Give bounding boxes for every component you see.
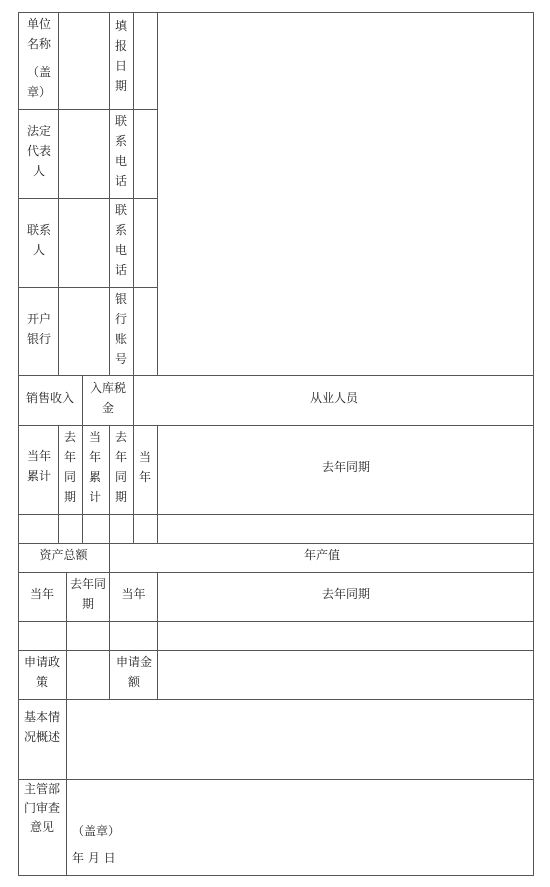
divider (18, 425, 534, 426)
sales-last-year-label: 去年同期 (63, 430, 76, 504)
divider (18, 109, 158, 110)
divider (18, 375, 534, 376)
emp-last-year-label: 去年同期 (321, 460, 370, 474)
annual-output-label: 年产值 (303, 548, 340, 562)
emp-current-label: 当年 (138, 450, 151, 484)
divider (66, 572, 67, 650)
fill-date-label: 填报日期 (114, 19, 127, 93)
dept-review-label: 主管部门审查意见 (24, 782, 61, 834)
contact-phone-label: 联系电话 (114, 114, 127, 188)
legal-rep-label: 法定代表人 (26, 124, 51, 178)
tax-last-year-label: 去年同期 (114, 430, 127, 504)
sales-current-cum-label: 当年累计 (26, 449, 51, 483)
divider (82, 375, 83, 425)
divider (66, 650, 67, 876)
bank-label: 开户银行 (26, 312, 51, 346)
seal-label: （盖章） (72, 824, 121, 838)
output-current-label: 当年 (121, 587, 146, 601)
contact-phone-label-2: 联系电话 (114, 203, 127, 277)
date-line: 年 月 日 (72, 851, 116, 865)
assets-current-label: 当年 (29, 587, 54, 601)
divider (18, 543, 534, 544)
divider (18, 699, 534, 700)
divider (18, 650, 534, 651)
total-assets-label: 资产总额 (39, 548, 88, 562)
output-last-year-label: 去年同期 (321, 587, 370, 601)
divider (133, 12, 134, 375)
divider (157, 425, 158, 543)
divider (18, 514, 534, 515)
divider (18, 198, 158, 199)
sales-income-label: 销售收入 (25, 391, 74, 405)
bank-account-label: 银行账号 (114, 292, 127, 366)
employees-label: 从业人员 (309, 391, 358, 405)
unit-seal-label: （盖章） (26, 65, 51, 99)
unit-name-label: 单位名称 (26, 17, 51, 51)
divider (58, 12, 59, 375)
basic-overview-label: 基本情况概述 (24, 710, 61, 744)
apply-policy-label: 申请政策 (24, 655, 61, 689)
divider (18, 621, 534, 622)
apply-amount-label: 申请金额 (116, 655, 153, 689)
divider (109, 12, 110, 375)
contact-person-label: 联系人 (26, 223, 51, 257)
divider (18, 572, 534, 573)
divider (18, 779, 534, 780)
divider (58, 425, 59, 543)
divider (18, 287, 158, 288)
divider (109, 425, 110, 543)
divider (82, 425, 83, 543)
assets-last-year-label: 去年同期 (69, 577, 106, 611)
tax-current-cum-label: 当年累计 (88, 430, 101, 504)
divider (157, 12, 158, 375)
tax-paid-label: 入库税金 (89, 381, 126, 415)
